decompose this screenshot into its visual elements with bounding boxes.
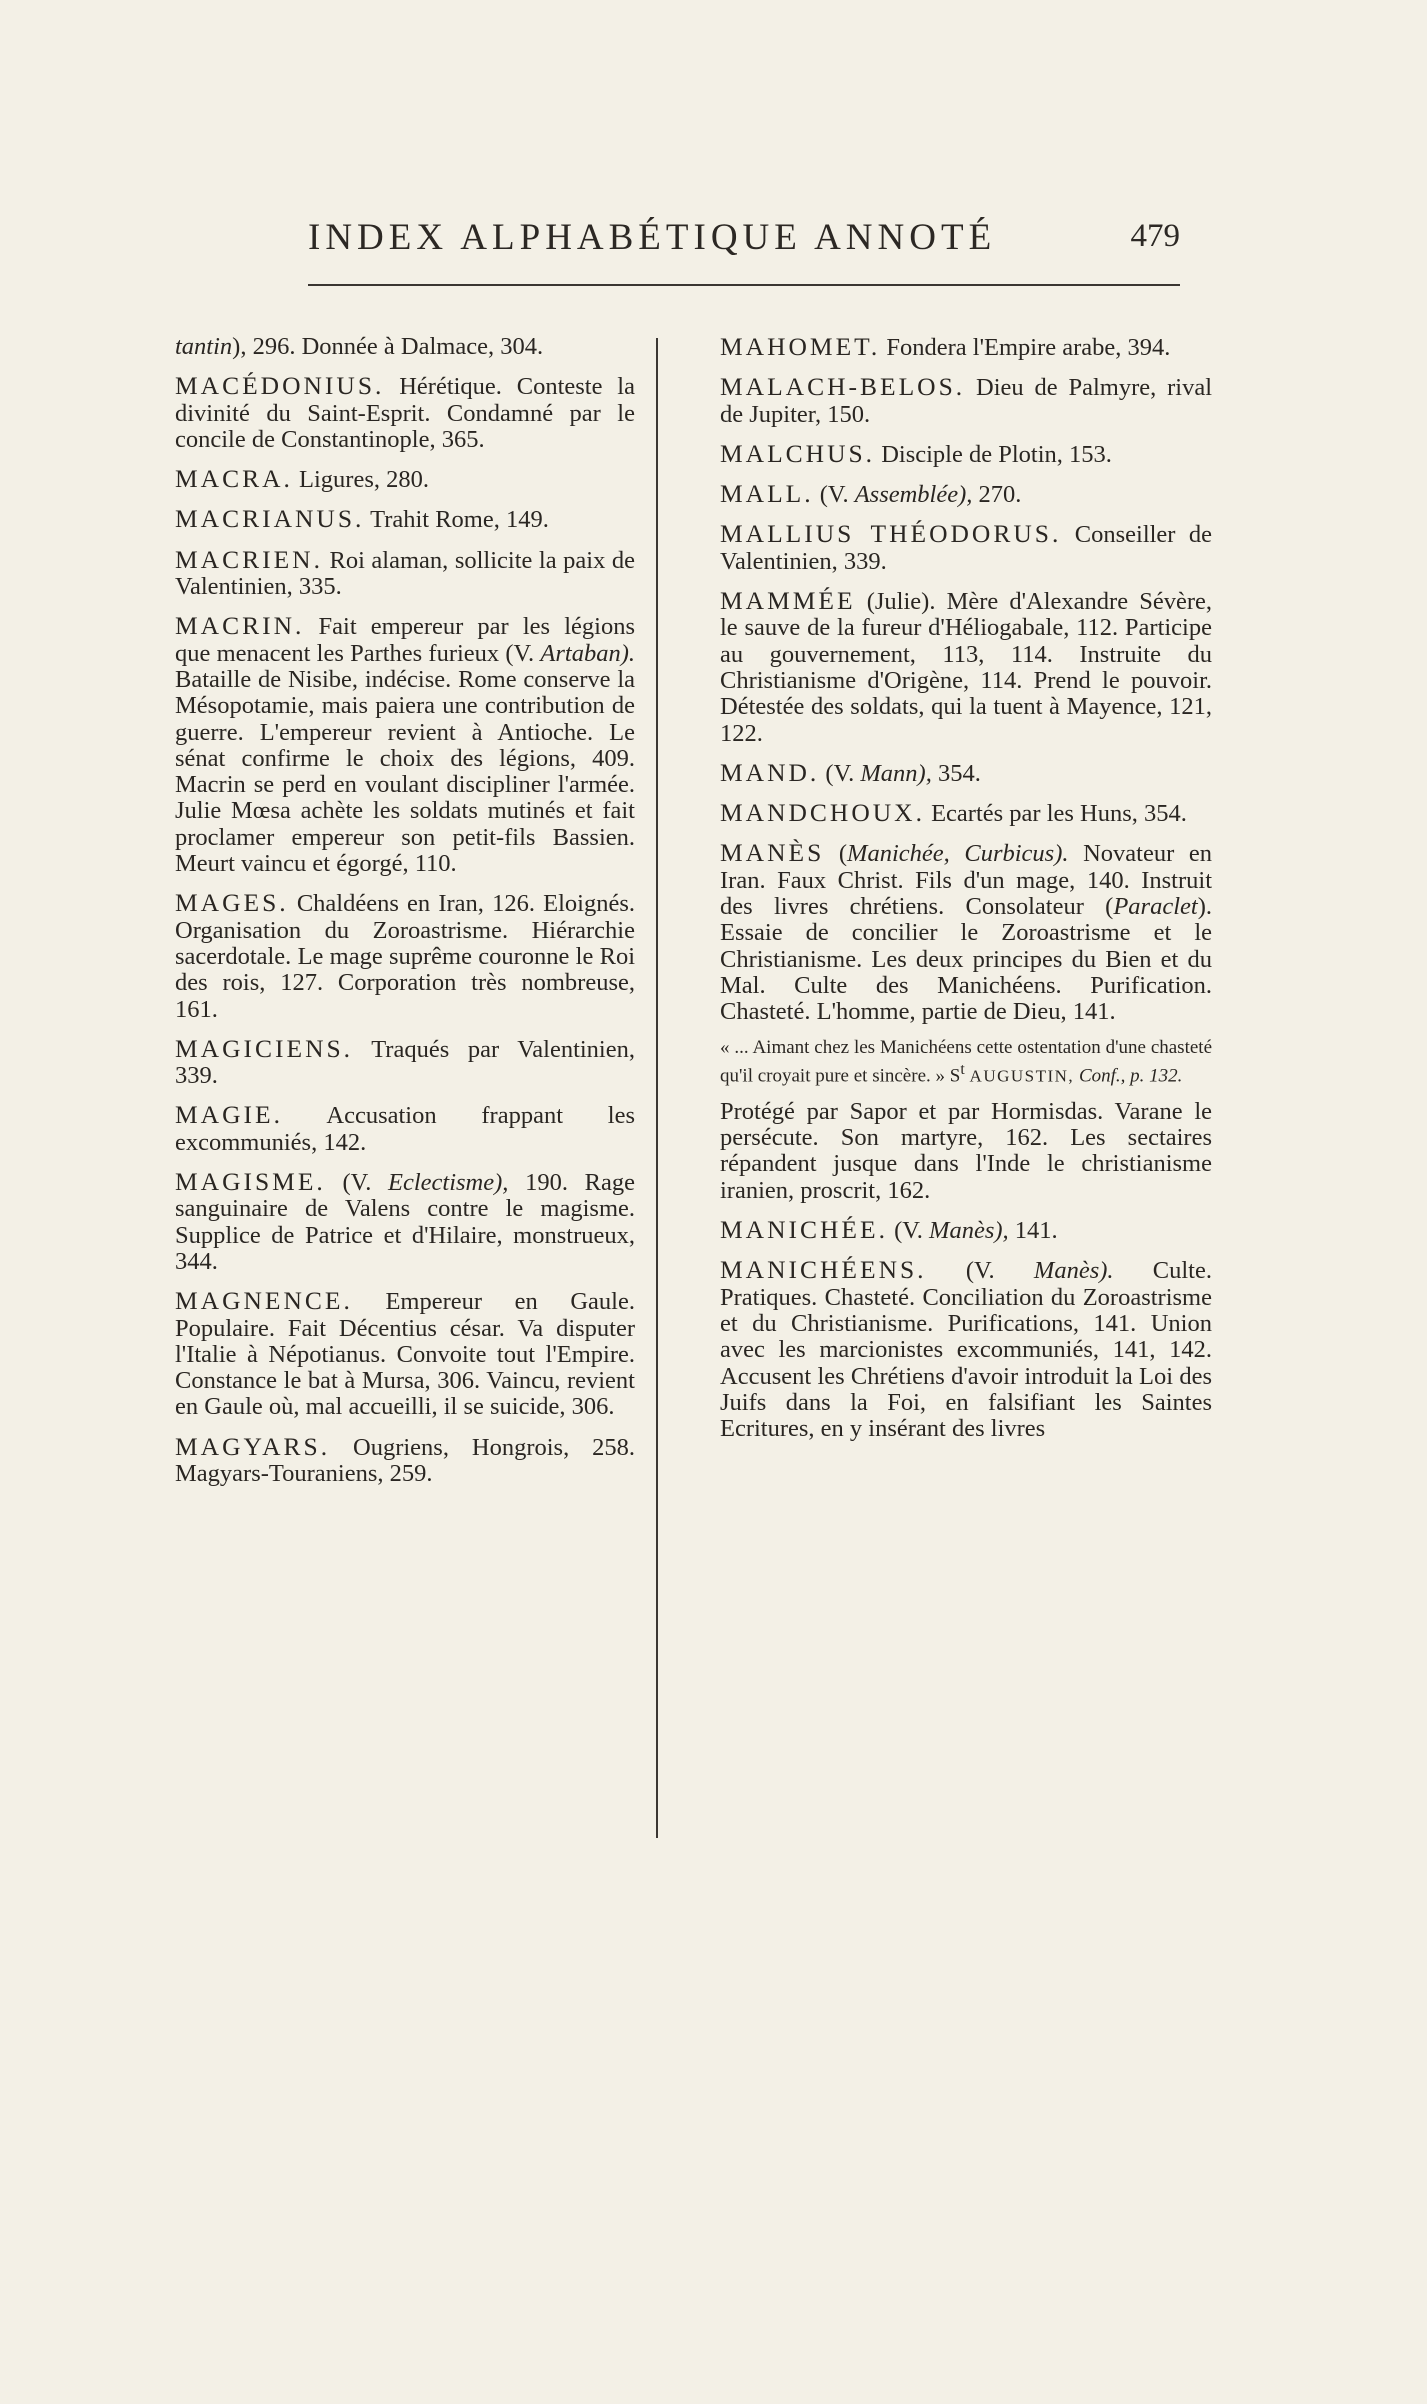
entry-italic: Paraclet (1113, 893, 1198, 921)
entry-text: Fondera l'Empire arabe, 394. (880, 334, 1171, 361)
entry-text: (Julie). Mère d'Alexandre Sévère, le sauve de la fureur d'Héliogabale, 112. Participe au gouvernement, 113, 114. Instruite du Christianisme d'Origène, 114. Prend le pouvoir. Détestée des soldats, qui la tuent à Mayence, 121, 122. (720, 588, 1212, 747)
index-entry (720, 1099, 1212, 1204)
entry-text: (V. (926, 1257, 1034, 1285)
index-entry (720, 840, 1212, 1025)
entry-text: (V. (819, 759, 861, 787)
index-entry (720, 481, 1212, 508)
entry-text: (V. (325, 1169, 388, 1197)
entry-headword: MACÉDONIUS. (175, 371, 385, 401)
entry-text: Ecartés par les Huns, 354. (924, 800, 1187, 828)
entry-headword: MALCHUS. (720, 438, 876, 468)
entry-headword: MAGICIENS. (175, 1033, 354, 1063)
entry-headword: MAMMÉE (720, 586, 856, 616)
entry-italic: Manès). (1033, 1257, 1114, 1285)
entry-headword: MACRIANUS. (175, 504, 365, 534)
index-entry (175, 373, 635, 453)
page-number: 479 (1130, 218, 1180, 254)
entry-text: Culte. Pratiques. Chasteté. Conciliation du Zoroastrisme et du Christianisme. Purifications, 141. Union avec les marcionistes excommuniés, 141, 142. Accusent les Chrétiens d'avoir introduit la Loi des Juifs dans la Foi, en falsifiant les Saintes Ecritures, en y insérant des livres (720, 1257, 1212, 1443)
entry-headword: MALL. (720, 479, 814, 509)
quote-text: « ... Aimant chez les Manichéens cette ostentation d'une chasteté qu'il croyait pure et sincère. » S (720, 1036, 1212, 1086)
quotation (720, 1037, 1212, 1087)
entry-text: Protégé par Sapor et par Hormisdas. Varane le persécute. Son martyre, 162. Les sectaires répandent jusque dans l'Inde le christianisme iranien, proscrit, 162. (720, 1097, 1212, 1204)
index-entry (175, 1033, 635, 1090)
entry-text: 141. (1008, 1217, 1058, 1245)
index-entry (175, 1288, 635, 1420)
entry-text: Novateur en Iran. Faux Christ. Fils d'un mage, 140. Instruit des livres chrétiens. Consolateur ( (720, 840, 1212, 921)
entry-text: ( (824, 840, 848, 868)
running-header (308, 216, 1180, 266)
entry-italic: Manichée, Curbicus). (847, 840, 1069, 868)
index-entry (720, 1217, 1212, 1244)
entry-italic: Assemblée), (854, 481, 973, 509)
entry-text: Chaldéens en Iran, 126. Eloignés. Organisation du Zoroastrisme. Hiérarchie sacerdotale. Le mage suprême couronne le Roi des rois, 127. Corporation très nombreuse, 161. (175, 890, 635, 1023)
entry-italic: Eclectisme), (388, 1169, 509, 1197)
quote-superscript: t (960, 1060, 965, 1078)
entry-italic: Artaban). (540, 639, 635, 667)
index-entry (175, 1102, 635, 1156)
column-divider (656, 338, 658, 1838)
left-column (175, 334, 635, 1500)
entry-text: (V. (887, 1217, 930, 1245)
entry-text: Dieu de Palmyre, rival de Jupiter, 150. (720, 374, 1212, 428)
entry-headword: MAGYARS. (175, 1431, 331, 1461)
index-entry (720, 588, 1212, 747)
entry-headword: MANÈS (720, 838, 825, 868)
index-entry (720, 438, 1212, 468)
index-entry (175, 506, 635, 533)
entry-text: Accusation frappant les excommuniés, 142. (175, 1102, 635, 1156)
entry-text: Bataille de Nisibe, indécise. Rome conserve la Mésopotamie, mais paiera une contribution de guerre. L'empereur revient à Antioche. Le sénat confirme le choix des légions, 409. Macrin se perd en voulant discipliner l'armée. Julie Mœsa achète les soldats mutinés et fait proclamer empereur son petit-fils Bassien. Meurt vaincu et égorgé, 110. (175, 665, 635, 878)
index-entry (720, 521, 1212, 575)
quote-author: AUGUSTIN, (964, 1065, 1075, 1085)
entry-text: Conseiller de Valentinien, 339. (720, 521, 1213, 575)
entry-headword: MAGES. (175, 888, 289, 918)
entry-headword: MANICHÉE. (720, 1215, 888, 1245)
page-title: INDEX ALPHABÉTIQUE ANNOTÉ (308, 217, 997, 258)
entry-italic: tantin (175, 333, 233, 360)
entry-text: Disciple de Plotin, 153. (875, 440, 1112, 468)
index-entry (720, 334, 1212, 361)
index-entry (720, 757, 1212, 787)
entry-text: Fait empereur par les légions que menacent les Parthes furieux (V. (175, 613, 635, 667)
entry-headword: MACRIEN. (175, 544, 323, 574)
index-entry (175, 544, 635, 601)
index-entry (175, 1431, 635, 1488)
entry-text: Empereur en Gaule. Populaire. Fait Décentius césar. Va disputer l'Italie à Népotianus. Convoite tout l'Empire. Constance le bat à Mursa, 306. Vaincu, revient en Gaule où, mal accueilli, il se suicide, 306. (175, 1288, 635, 1421)
entry-text: ), 296. Donnée à Dalmace, 304. (232, 333, 544, 360)
entry-headword: MAND. (720, 757, 820, 787)
index-entry (720, 1257, 1212, 1442)
entry-headword: MACRA. (175, 464, 293, 494)
entry-headword: MANICHÉENS. (720, 1255, 927, 1285)
entry-text: Roi alaman, sollicite la paix de Valentinien, 335. (175, 546, 635, 601)
entry-headword: MAGNENCE. (175, 1286, 353, 1316)
entry-text: (V. (813, 481, 855, 509)
index-entry (175, 1169, 635, 1275)
entry-headword: MAHOMET. (720, 332, 881, 361)
entry-text: Traqués par Valentinien, 339. (175, 1035, 635, 1090)
entry-text: 190. Rage sanguinaire de Valens contre le magisme. Supplice de Patrice et d'Hilaire, monstrueux, 344. (175, 1169, 635, 1275)
index-entry (175, 613, 635, 877)
entry-headword: MACRIN. (175, 611, 305, 641)
header-rule (308, 284, 1180, 286)
entry-headword: MANDCHOUX. (720, 798, 925, 828)
index-entry (175, 466, 635, 493)
entry-text: 354. (931, 759, 981, 787)
index-entry (175, 890, 635, 1022)
entry-text: Hérétique. Conteste la divinité du Saint-Esprit. Condamné par le concile de Constantinople, 365. (175, 373, 635, 453)
right-column (720, 334, 1212, 1455)
index-entry (720, 374, 1212, 428)
entry-headword: MALACH-BELOS. (720, 372, 966, 402)
index-entry (175, 334, 635, 360)
entry-headword: MAGIE. (175, 1100, 283, 1130)
entry-text: Ligures, 280. (292, 466, 429, 494)
entry-headword: MAGISME. (175, 1167, 326, 1197)
entry-italic: Manès), (929, 1217, 1009, 1245)
entry-headword: MALLIUS THÉODORUS. (720, 519, 1062, 549)
entry-text: ). Essaie de concilier le Zoroastrisme et le Christianisme. Les deux principes du Bien et du Mal. Culte des Manichéens. Purification. Chasteté. L'homme, partie de Dieu, 141. (720, 893, 1212, 1026)
quote-work: Conf., p. 132. (1074, 1064, 1183, 1086)
entry-text: Trahit Rome, 149. (364, 506, 549, 534)
entry-italic: Mann), (860, 759, 932, 787)
entry-text: Ougriens, Hongrois, 258. Magyars-Touraniens, 259. (175, 1433, 635, 1487)
index-entry (720, 800, 1212, 827)
entry-text: 270. (972, 481, 1022, 509)
